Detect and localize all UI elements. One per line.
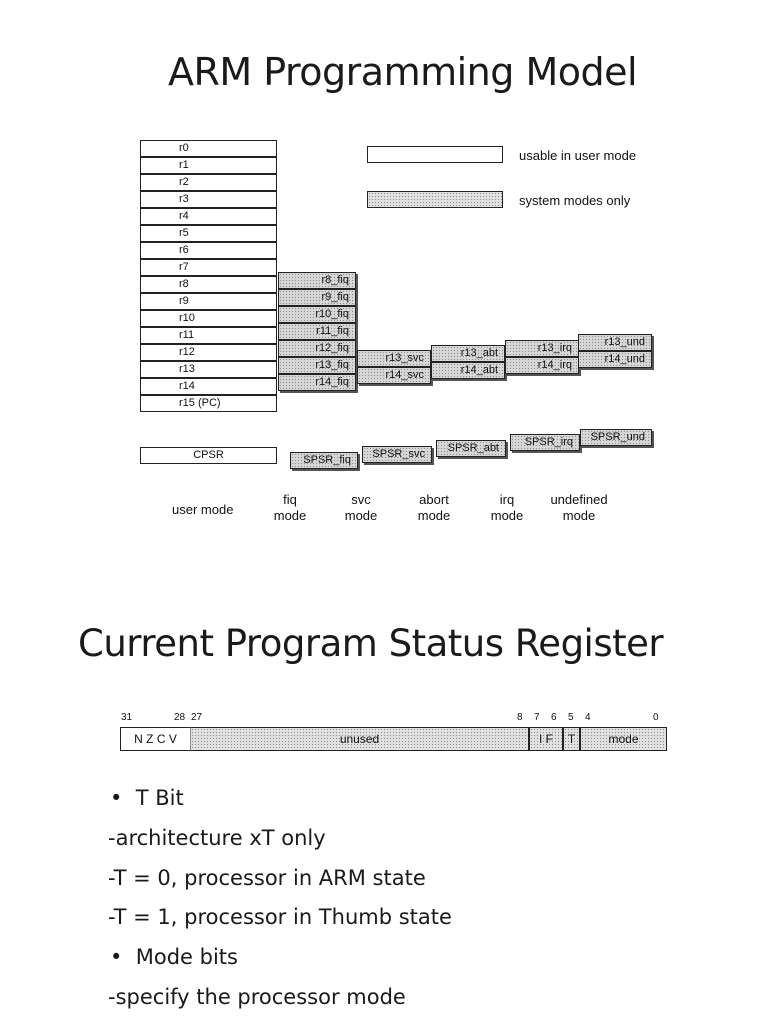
bit-number-6: 6	[551, 712, 557, 723]
register-r12: r12	[140, 344, 277, 361]
psr-field-t: T	[562, 727, 581, 751]
bit-number-7: 7	[534, 712, 540, 723]
legend-user-label: usable in user mode	[519, 148, 637, 163]
register-r7: r7	[140, 259, 277, 276]
register-r8-fiq: r8_fiq	[278, 272, 356, 289]
mode-label-irq: irq mode	[490, 492, 524, 523]
register-spsr-irq: SPSR_irq	[510, 434, 580, 451]
register-r4: r4	[140, 208, 277, 225]
register-r13-und: r13_und	[578, 334, 652, 351]
register-r13-fiq: r13_fiq	[278, 357, 356, 374]
register-r1: r1	[140, 157, 277, 174]
register-r8: r8	[140, 276, 277, 293]
register-r0: r0	[140, 140, 277, 157]
register-spsr-fiq: SPSR_fiq	[290, 452, 358, 469]
bit-number-28: 28	[174, 712, 186, 723]
register-r14-und: r14_und	[578, 351, 652, 368]
register-r11: r11	[140, 327, 277, 344]
psr-field-unused: unused	[190, 727, 528, 751]
register-spsr-abt: SPSR_abt	[436, 440, 506, 457]
bit-number-31: 31	[121, 712, 133, 723]
register-r3: r3	[140, 191, 277, 208]
mode-label-undefined: undefined mode	[550, 492, 608, 523]
bit-number-4: 4	[585, 712, 591, 723]
bullet-mode-bits: • Mode bits	[110, 945, 238, 969]
legend-system-label: system modes only	[519, 193, 631, 208]
register-r14-abt: r14_abt	[431, 362, 505, 379]
bit-number-0: 0	[653, 712, 659, 723]
register-r12-fiq: r12_fiq	[278, 340, 356, 357]
text-t-line1: -architecture xT only	[108, 826, 326, 850]
legend-system-swatch	[367, 191, 503, 208]
register-r13: r13	[140, 361, 277, 378]
register-r13-abt: r13_abt	[431, 345, 505, 362]
slide-title-cpsr: Current Program Status Register	[78, 622, 664, 665]
register-r14-svc: r14_svc	[357, 367, 431, 384]
bit-number-5: 5	[568, 712, 574, 723]
text-t-line3: -T = 1, processor in Thumb state	[108, 905, 452, 929]
register-r14: r14	[140, 378, 277, 395]
mode-label-user: user mode	[172, 502, 234, 517]
register-r13-irq: r13_irq	[505, 340, 579, 357]
psr-field-flags: N Z C V	[120, 727, 190, 751]
bit-number-27: 27	[191, 712, 203, 723]
register-r9-fiq: r9_fiq	[278, 289, 356, 306]
mode-label-abort: abort mode	[417, 492, 451, 523]
psr-field-if: I F	[528, 727, 562, 751]
legend-user-swatch	[367, 146, 503, 163]
register-r13-svc: r13_svc	[357, 350, 431, 367]
register-r11-fiq: r11_fiq	[278, 323, 356, 340]
register-r9: r9	[140, 293, 277, 310]
register-spsr-und: SPSR_und	[580, 429, 652, 446]
mode-label-fiq: fiq mode	[273, 492, 307, 523]
register-r10-fiq: r10_fiq	[278, 306, 356, 323]
register-r15-pc: r15 (PC)	[140, 395, 277, 412]
register-r5: r5	[140, 225, 277, 242]
register-cpsr: CPSR	[140, 447, 277, 464]
register-r2: r2	[140, 174, 277, 191]
bit-number-8: 8	[517, 712, 523, 723]
register-r10: r10	[140, 310, 277, 327]
slide-title-arm-programming-model: ARM Programming Model	[168, 50, 638, 94]
mode-label-svc: svc mode	[344, 492, 378, 523]
bullet-t-bit: • T Bit	[110, 786, 184, 810]
register-r14-irq: r14_irq	[505, 357, 579, 374]
text-mode-line1: -specify the processor mode	[108, 985, 406, 1009]
register-spsr-svc: SPSR_svc	[362, 446, 432, 463]
psr-field-mode: mode	[581, 727, 667, 751]
register-r14-fiq: r14_fiq	[278, 374, 356, 391]
register-r6: r6	[140, 242, 277, 259]
text-t-line2: -T = 0, processor in ARM state	[108, 866, 426, 890]
